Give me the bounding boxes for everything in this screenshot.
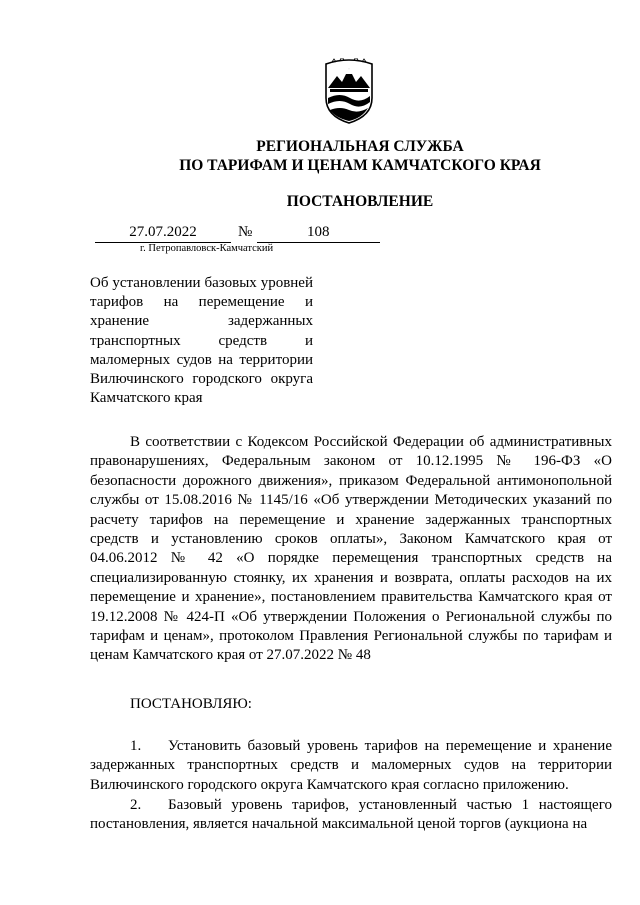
document-date: 27.07.2022 xyxy=(95,224,231,243)
list-item xyxy=(90,796,612,835)
org-name-line1: РЕГИОНАЛЬНАЯ СЛУЖБА xyxy=(256,138,464,155)
document-number-field xyxy=(257,224,380,243)
preamble-paragraph: В соответствии с Кодексом Российской Федерации об административных правонарушениях, Федеральным законом от 10.12.1995 № 196-ФЗ «О безопасности дорожного движения», приказом Федеральной антимонопольной службы от 15.08.2016 № 1145/16 «Об утверждении Методических указаний по расчету тарифов на перемещение и хранение задержанных транспортных средств и установлению сроков оплаты», Законом Камчатского края от 04.06.2012 № 42 «О порядке перемещения транспортных средств на специализированную стоянку, их хранения и возврата, оплаты расходов на их перемещение и хранение», постановлением правительства Камчатского края от 19.12.2008 № 424-П «Об утверждении Положения о Региональной службы по тарифам и ценам», протоколом Правления Региональной службы по тарифам и ценам Камчатского края от 27.07.2022 № 48 xyxy=(90,434,612,664)
item-text: Установить базовый уровень тарифов на перемещение и хранение задержанных транспортных средств и маломерных судов на территории Вилючинского городского округа Камчатского края согласно приложению. xyxy=(90,738,612,793)
org-name-line2: ПО ТАРИФАМ И ЦЕНАМ КАМЧАТСКОГО КРАЯ xyxy=(179,157,541,174)
item-text: Базовый уровень тарифов, установленный частью 1 настоящего постановления, является начальной максимальной ценой торгов (аукциона на xyxy=(90,797,612,833)
resolve-heading: ПОСТАНОВЛЯЮ: xyxy=(130,696,252,712)
document-subject: Об установлении базовых уровней тарифов на перемещение и хранение задержанных транспортных средств и маломерных судов на территории Вилючинского городского округа Камчатского края xyxy=(90,275,313,407)
document-place: г. Петропавловск-Камчатский xyxy=(140,243,274,254)
kamchatka-emblem-icon xyxy=(322,58,376,124)
document-type-title: ПОСТАНОВЛЕНИЕ xyxy=(286,193,434,210)
document-number: 108 xyxy=(307,224,330,240)
number-sign: № xyxy=(238,224,253,240)
list-item xyxy=(90,737,612,795)
date-number-line xyxy=(0,224,640,244)
item-number: 1. xyxy=(130,738,142,754)
item-number: 2. xyxy=(130,797,142,813)
